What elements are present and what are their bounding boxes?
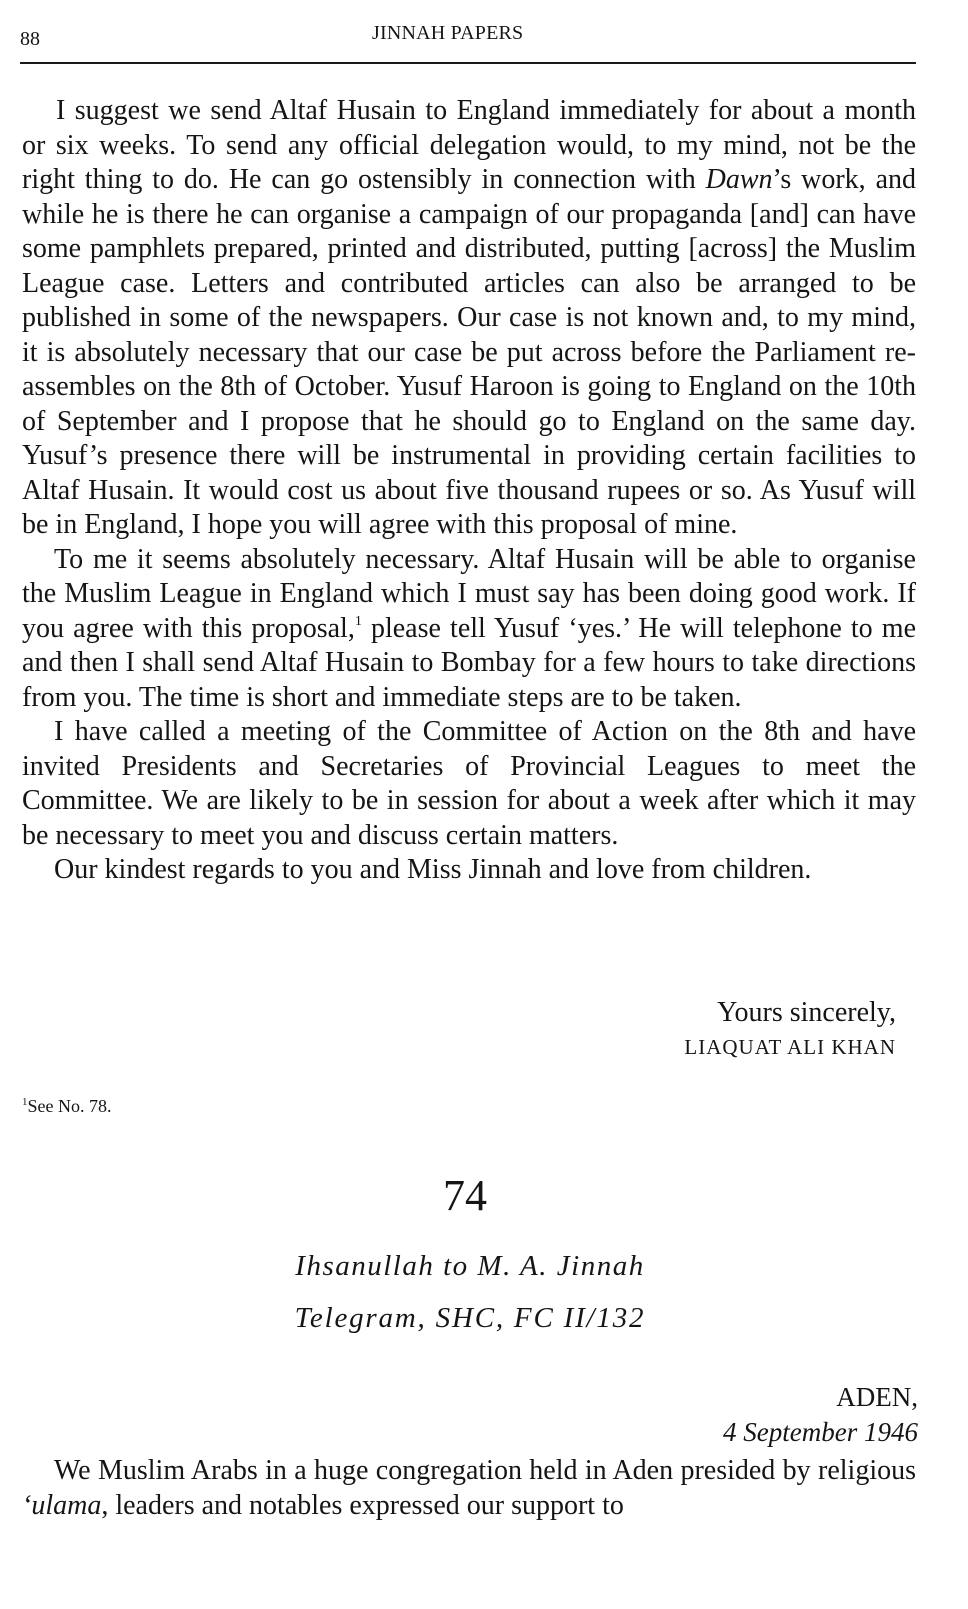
footnote-reference: 1 [354, 613, 362, 629]
letter-paragraph-3: I have called a meeting of the Committee of Action on the 8th and have invited Presidents and Secretaries of Provincial Leagues to meet the Committee. We are likely to be in session for about a week after which it may be necessary to meet you and discuss certain matters. [22, 716, 916, 851]
footnote [22, 1096, 112, 1117]
italic-term: ‘ulama [22, 1489, 102, 1521]
letter-body [22, 94, 916, 888]
header-rule [20, 62, 916, 64]
paragraph-text: We Muslim Arabs in a huge congregation held in Aden presided by religious [54, 1455, 916, 1486]
dateline-place: ADEN, [836, 1382, 918, 1412]
signature: LIAQUAT ALI KHAN [684, 1035, 896, 1059]
document-title: Ihsanullah to M. A. Jinnah [295, 1250, 645, 1282]
footnote-marker: 1 [22, 1096, 28, 1108]
paragraph-text: I suggest we send Altaf Husain to England immediately for about a month or six weeks. To send any official delegation would, to my mind, not be the right thing to do. He can go ostensibly in connection with [22, 95, 916, 195]
document-source: Telegram, SHC, FC II/132 [294, 1302, 646, 1334]
newspaper-title: Dawn [705, 164, 773, 195]
running-title: JINNAH PAPERS [372, 22, 524, 44]
paragraph-text: please tell Yusuf ‘yes.’ He will telephone to me and then I shall send Altaf Husain to Bombay for a few hours to take directions from you. The time is short and immediate steps are to be taken. [22, 612, 917, 713]
telegram-paragraph-1 [22, 1454, 916, 1523]
letter-paragraph-4: Our kindest regards to you and Miss Jinnah and love from children. [54, 854, 812, 885]
letter-paragraph-2 [22, 543, 916, 716]
letter-paragraph-1 [22, 94, 916, 543]
telegram-body [22, 1454, 916, 1523]
footnote-text: See No. 78. [27, 1096, 112, 1116]
running-head [0, 20, 968, 54]
paragraph-text: ’s work, and while he is there he can organise a campaign of our propaganda [and] can have some pamphlets prepared, printed and distributed, putting [across] the Muslim League case. Letters and contributed articles can also be arranged to be published in some of the newspapers. Our case is not known and, to my mind, it is absolutely necessary that our case be put across before the Parliament re-assembles on the 8th of October. Yusuf Haroon is going to England on the 10th of September and I propose that he should go to England on the same day. Yusuf’s presence there will be instrumental in providing certain facilities to Altaf Husain. It would cost us about five thousand rupees or so. As Yusuf will be in England, I hope you will agree with this proposal of mine. [22, 164, 917, 540]
dateline-date: 4 September 1946 [723, 1417, 918, 1447]
document-number: 74 [443, 1171, 487, 1220]
paragraph-text: , leaders and notables expressed our support to [101, 1489, 624, 1521]
page-number: 88 [20, 28, 40, 50]
paragraph-text: To me it seems absolutely necessary. Altaf Husain will be able to organise the Muslim League in England which I must say has been doing good work. If you agree with this proposal, [22, 543, 916, 644]
closing-salutation: Yours sincerely, [717, 997, 896, 1028]
